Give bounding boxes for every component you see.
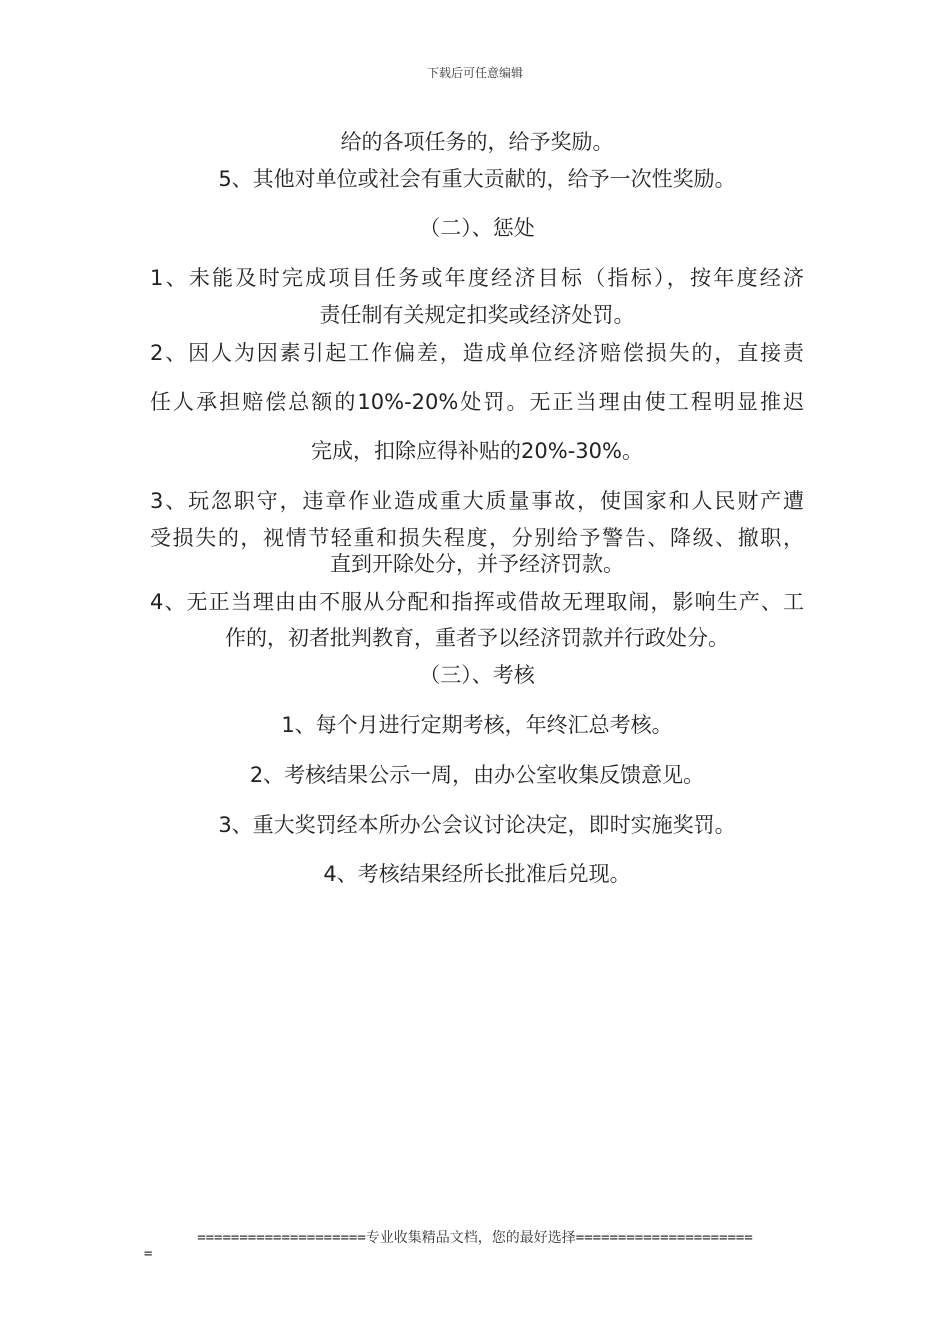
paragraph-line: 2、因人为因素引起工作偏差，造成单位经济赔偿损失的，直接责 (150, 341, 804, 365)
paragraph-line: 直到开除处分，并予经济罚款。 (330, 552, 624, 576)
paragraph-line: 完成，扣除应得补贴的20%-30%。 (311, 439, 643, 463)
paragraph-line: 3、重大奖罚经本所办公会议讨论决定，即时实施奖罚。 (218, 813, 736, 837)
footer-tail: = (144, 1246, 153, 1262)
paragraph-line: 4、无正当理由由不服从分配和指挥或借故无理取闹，影响生产、工 (150, 590, 804, 614)
paragraph-line: 1、未能及时完成项目任务或年度经济目标（指标），按年度经济 (150, 266, 804, 290)
paragraph-line: 给的各项任务的，给予奖励。 (340, 130, 614, 154)
section-heading-punishment: （二）、惩处 (419, 216, 535, 240)
paragraph-line: 责任制有关规定扣奖或经济处罚。 (319, 303, 635, 327)
paragraph-line: 受损失的，视情节轻重和损失程度，分别给予警告、降级、撤职， (150, 526, 804, 550)
section-heading-assessment: （三）、考核 (419, 663, 535, 687)
paragraph-line: 作的，初者批判教育，重者予以经济罚款并行政处分。 (225, 626, 729, 650)
paragraph-line: 任人承担赔偿总额的10%-20%处罚。无正当理由使工程明显推迟 (150, 390, 804, 414)
footer-banner: ====================专业收集精品文档，您的最好选择===================== (197, 1230, 753, 1246)
paragraph-line: 3、玩忽职守，违章作业造成重大质量事故，使国家和人民财产遭 (150, 489, 804, 513)
header-note: 下载后可任意编辑 (426, 66, 523, 80)
paragraph-line: 5、其他对单位或社会有重大贡献的，给予一次性奖励。 (218, 167, 736, 191)
paragraph-line: 1、每个月进行定期考核，年终汇总考核。 (281, 713, 673, 737)
paragraph-line: 2、考核结果公示一周，由办公室收集反馈意见。 (249, 763, 705, 787)
paragraph-line: 4、考核结果经所长批准后兑现。 (323, 862, 631, 886)
